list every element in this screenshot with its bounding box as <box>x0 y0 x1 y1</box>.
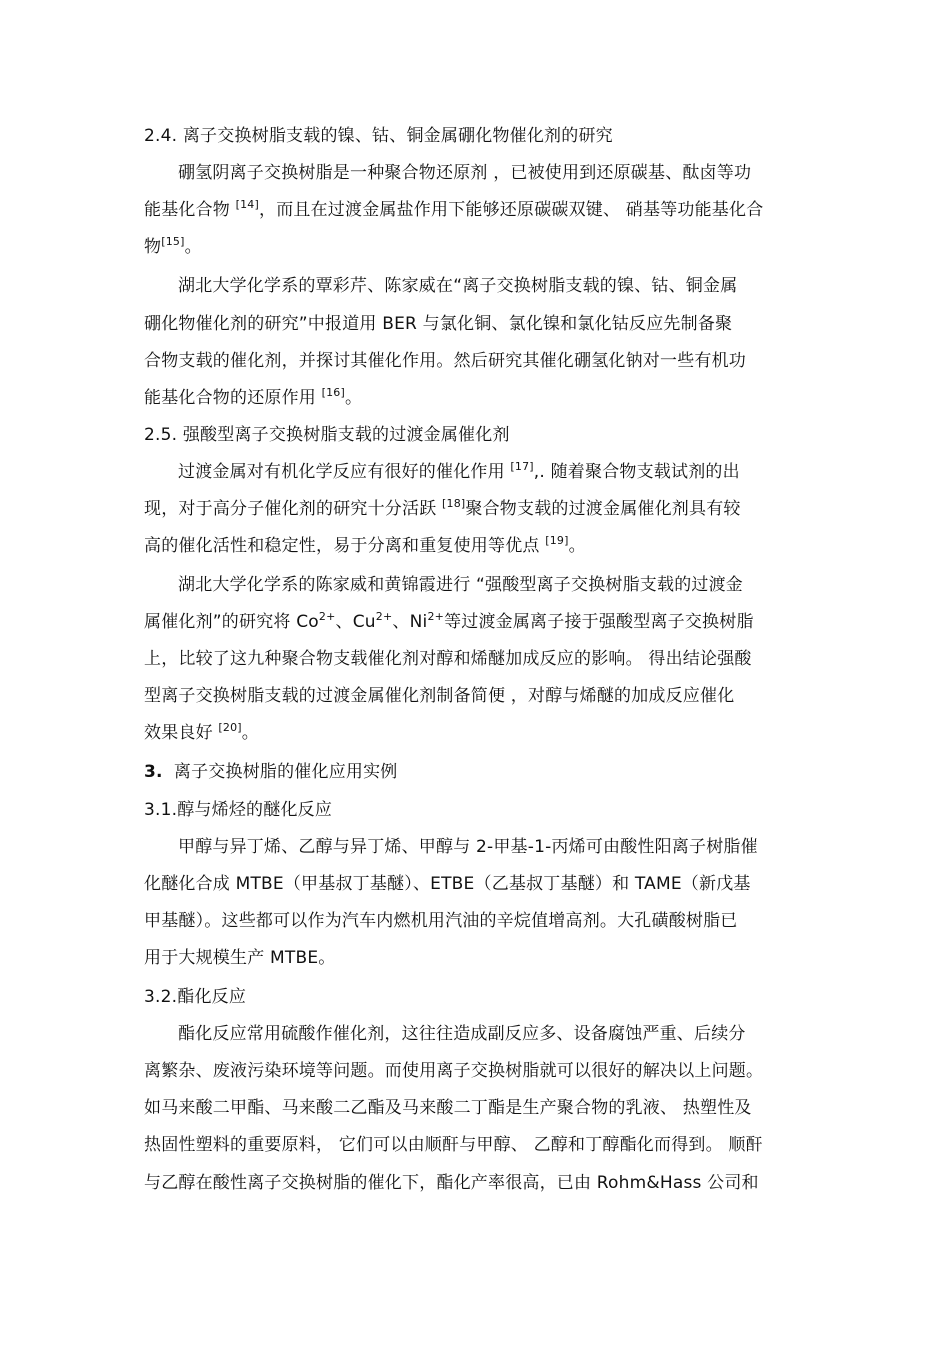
line-text: 。 <box>345 388 363 408</box>
charge-superscript: 2+ <box>427 610 445 623</box>
section-2-5-heading: 2.5. 强酸型离子交换树脂支载的过渡金属催化剂 <box>144 425 510 445</box>
paragraph-line <box>144 236 202 258</box>
charge-superscript: 2+ <box>318 610 336 623</box>
line-text: 现，对于高分子催化剂的研究十分活跃 <box>144 499 443 519</box>
paragraph-line <box>144 199 763 221</box>
section-3-heading <box>144 761 398 783</box>
paragraph-line: 湖北大学化学系的陈家威和黄锦霞进行 “强酸型离子交换树脂支载的过渡金 <box>178 575 744 595</box>
paragraph-line <box>144 498 741 520</box>
paragraph-line: 化醚化合成 MTBE（甲基叔丁基醚）、ETBE（乙基叔丁基醚）和 TAME（新戊基 <box>144 874 751 894</box>
line-text: 属催化剂”的研究将 Co <box>144 612 319 632</box>
paragraph-line <box>144 722 259 744</box>
section-3-2-heading: 3.2.酯化反应 <box>144 987 247 1007</box>
paragraph-line: 硼氢阴离子交换树脂是一种聚合物还原剂 ，已被使用到还原碳基、酞卤等功 <box>178 163 752 183</box>
line-text: ,. 随着聚合物支载试剂的出 <box>533 462 740 482</box>
paragraph-line: 热固性塑料的重要原料， 它们可以由顺酐与甲醇、 乙醇和丁醇酯化而得到。 顺酐 <box>144 1135 763 1155</box>
citation-ref: [18] <box>442 497 466 510</box>
section-number: 3. <box>144 762 163 782</box>
line-text: 聚合物支载的过渡金属催化剂具有较 <box>465 499 741 519</box>
paragraph-line: 型离子交换树脂支载的过渡金属催化剂制备简便 ，对醇与烯醚的加成反应催化 <box>144 686 735 706</box>
paragraph-line: 湖北大学化学系的覃彩芹、陈家威在“离子交换树脂支载的镍、钴、铜金属 <box>178 276 738 296</box>
section-3-1-heading: 3.1.醇与烯烃的醚化反应 <box>144 800 333 820</box>
paragraph-line <box>144 387 362 409</box>
paragraph-line <box>178 461 740 483</box>
charge-superscript: 2+ <box>375 610 393 623</box>
citation-ref: [20] <box>218 721 242 734</box>
line-text: 。 <box>568 536 586 556</box>
paragraph-line: 甲基醚）。这些都可以作为汽车内燃机用汽油的辛烷值增高剂。大孔磺酸树脂已 <box>144 911 738 931</box>
line-text: 等过渡金属离子接于强酸型离子交换树脂 <box>444 612 754 632</box>
line-text: 、Ni <box>392 612 428 632</box>
line-text: 物 <box>144 237 162 257</box>
citation-ref: [17] <box>510 460 534 473</box>
citation-ref: [14] <box>235 198 259 211</box>
paragraph-line: 甲醇与异丁烯、乙醇与异丁烯、甲醇与 2-甲基-1-丙烯可由酸性阳离子树脂催 <box>178 837 758 857</box>
line-text: 过渡金属对有机化学反应有很好的催化作用 <box>178 462 511 482</box>
paragraph-line: 与乙醇在酸性离子交换树脂的催化下，酯化产率很高，已由 Rohm&Hass 公司和 <box>144 1173 759 1193</box>
paragraph-line: 离繁杂、废液污染环境等问题。而使用离子交换树脂就可以很好的解决以上问题。 <box>144 1061 764 1081</box>
section-title: 离子交换树脂的催化应用实例 <box>173 762 398 782</box>
paragraph-line: 用于大规模生产 MTBE。 <box>144 948 336 968</box>
paragraph-line: 合物支载的催化剂，并探讨其催化作用。然后研究其催化硼氢化钠对一些有机功 <box>144 351 746 371</box>
citation-ref: [19] <box>545 534 569 547</box>
paragraph-line: 如马来酸二甲酯、马来酸二乙酯及马来酸二丁酯是生产聚合物的乳液、 热塑性及 <box>144 1098 752 1118</box>
line-text: 高的催化活性和稳定性，易于分离和重复使用等优点 <box>144 536 546 556</box>
line-text: 。 <box>184 237 202 257</box>
paragraph-line: 硼化物催化剂的研究”中报道用 BER 与氯化铜、氯化镍和氯化钴反应先制备聚 <box>144 314 733 334</box>
line-text: 。 <box>241 723 259 743</box>
paragraph-line: 上，比较了这九种聚合物支载催化剂对醇和烯醚加成反应的影响。 得出结论强酸 <box>144 649 752 669</box>
line-text: 能基化合物 <box>144 200 236 220</box>
section-2-4-heading: 2.4. 离子交换树脂支载的镍、钴、铜金属硼化物催化剂的研究 <box>144 126 613 146</box>
citation-ref: [15] <box>161 235 185 248</box>
citation-ref: [16] <box>321 386 345 399</box>
line-text: 、Cu <box>335 612 376 632</box>
line-text: 效果良好 <box>144 723 219 743</box>
paragraph-line <box>144 535 586 557</box>
line-text: 能基化合物的还原作用 <box>144 388 322 408</box>
paragraph-line: 酯化反应常用硫酸作催化剂，这往往造成副反应多、设备腐蚀严重、后续分 <box>178 1024 746 1044</box>
paragraph-line <box>144 611 754 633</box>
line-text: ，而且在过渡金属盐作用下能够还原碳碳双键、 硝基等功能基化合 <box>259 200 764 220</box>
